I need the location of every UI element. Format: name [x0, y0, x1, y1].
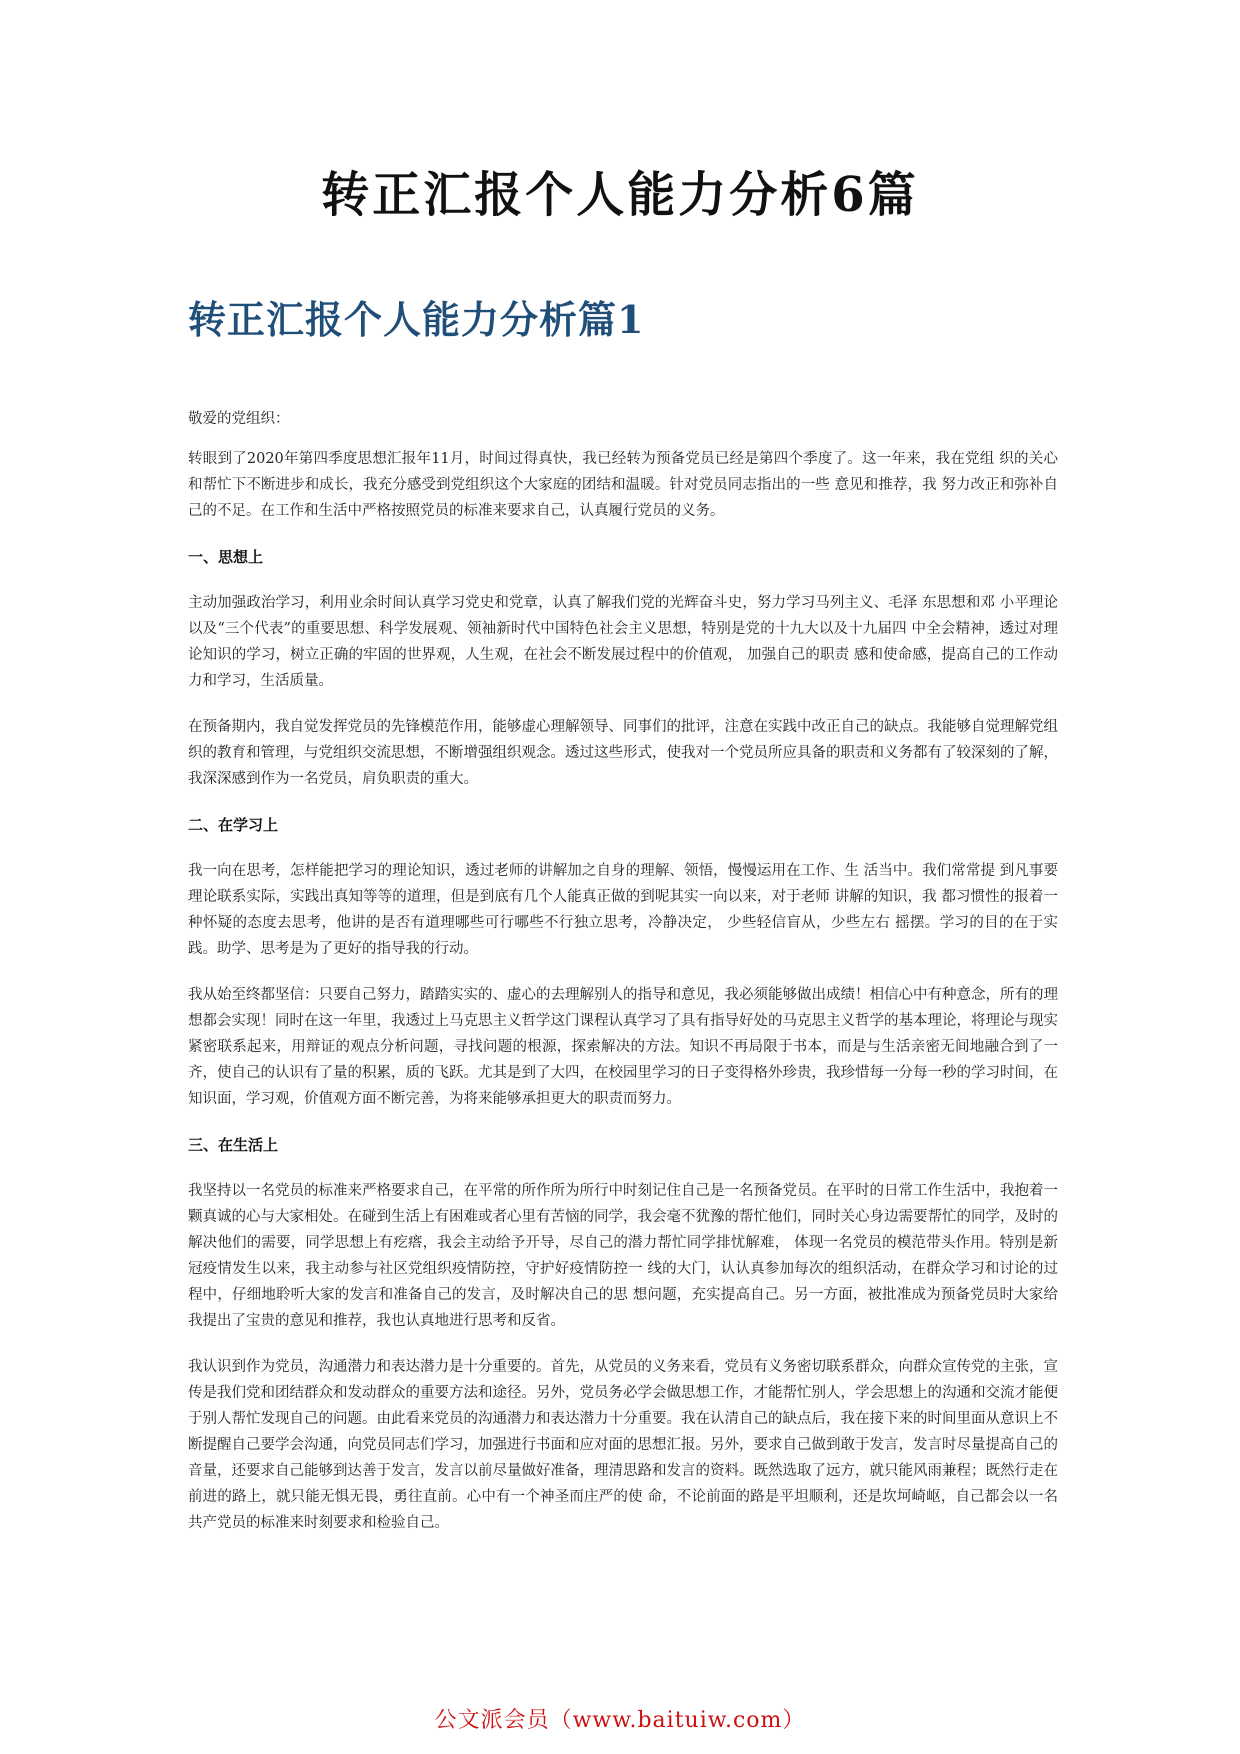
intro-paragraph: 转眼到了2020年第四季度思想汇报年11月，时间过得真快，我已经转为预备党员已经是第四个季度了。这一年来，我在党组 织的关心和帮忙下不断进步和成长，我充分感受到党组织这个大家庭的团结和温暖。针对党员同志指出的一些 意见和推荐，我 努力改正和弥补自己的不足。在工作和生活中严格按照党员的标准来要求自己，认真履行党员的义务。 [188, 451, 1058, 519]
section-study [188, 812, 1058, 1112]
footer-watermark: 公文派会员（www.baituiw.com） [434, 1708, 806, 1733]
section-ideology [188, 544, 1058, 792]
paragraph: 我从始至终都坚信：只要自己努力，踏踏实实的、虚心的去理解别人的指导和意见，我必须能够做出成绩！相信心中有种意念，所有的理想都会实现！同时在这一年里，我透过上马克思主义哲学这门课程认真学习了具有指导好处的马克思主义哲学的基本理论，将理论与现实紧密联系起来，用辩证的观点分析问题，寻找问题的根源，探索解决的方法。知识不再局限于书本，而是与生活亲密无间地融合到了一齐，使自己的认识有了量的积累，质的飞跃。尤其是到了大四，在校园里学习的日子变得格外珍贵，我珍惜每一分每一秒的学习时间，在知识面，学习观，价值观方面不断完善，为将来能够承担更大的职责而努力。 [188, 987, 1058, 1107]
sub-heading-study: 二、在学习上 [188, 816, 279, 834]
document-title: 转正汇报个人能力分析6篇 [321, 167, 919, 223]
section-life [188, 1132, 1058, 1536]
sub-heading-life: 三、在生活上 [188, 1136, 279, 1154]
section-title: 转正汇报个人能力分析篇1 [188, 297, 645, 342]
salutation: 敬爱的党组织： [188, 411, 290, 427]
paragraph: 在预备期内，我自觉发挥党员的先锋模范作用，能够虚心理解领导、同事们的批评，注意在实践中改正自己的缺点。我能够自觉理解党组织的教育和管理，与党组织交流思想，不断增强组织观念。透过这些形式，使我对一个党员所应具备的职责和义务都有了较深刻的了解，我深深感到作为一名党员，肩负职责的重大。 [188, 719, 1058, 787]
paragraph: 我一向在思考，怎样能把学习的理论知识，透过老师的讲解加之自身的理解、领悟，慢慢运用在工作、生 活当中。我们常常提 到凡事要理论联系实际，实践出真知等等的道理，但是到底有几个人能真正做的到呢其实一向以来，对于老师 讲解的知识，我 都习惯性的报着一种怀疑的态度去思考，他讲的是否有道理哪些可行哪些不行独立思考，冷静决定， 少些轻信盲从，少些左右 摇摆。学习的目的在于实践。助学、思考是为了更好的指导我的行动。 [188, 863, 1058, 957]
paragraph: 我坚持以一名党员的标准来严格要求自己，在平常的所作所为所行中时刻记住自己是一名预备党员。在平时的日常工作生活中，我抱着一颗真诚的心与大家相处。在碰到生活上有困难或者心里有苦恼的同学，我会毫不犹豫的帮忙他们，同时关心身边需要帮忙的同学，及时的解决他们的需要，同学思想上有疙瘩，我会主动给予开导，尽自己的潜力帮忙同学排忧解难， 体现一名党员的模范带头作用。特别是新冠疫情发生以来，我主动参与社区党组织疫情防控，守护好疫情防控一 线的大门，认认真参加每次的组织活动，在群众学习和讨论的过程中，仔细地聆听大家的发言和准备自己的发言，及时解决自己的思 想问题，充实提高自己。另一方面，被批准成为预备党员时大家给我提出了宝贵的意见和推荐，我也认真地进行思考和反省。 [188, 1183, 1058, 1329]
document-body [188, 406, 1058, 1556]
paragraph: 主动加强政治学习，利用业余时间认真学习党史和党章，认真了解我们党的光辉奋斗史，努力学习马列主义、毛泽 东思想和邓 小平理论以及“三个代表”的重要思想、科学发展观、领袖新时代中国特色社会主义思想，特别是党的十九大以及十九届四 中全会精神，透过对理论知识的学习，树立正确的牢固的世界观，人生观，在社会不断发展过程中的价值观， 加强自己的职责 感和使命感，提高自己的工作动力和学习，生活质量。 [188, 595, 1058, 689]
paragraph: 我认识到作为党员，沟通潜力和表达潜力是十分重要的。首先，从党员的义务来看，党员有义务密切联系群众，向群众宣传党的主张，宣传是我们党和团结群众和发动群众的重要方法和途径。另外，党员务必学会做思想工作，才能帮忙别人，学会思想上的沟通和交流才能便于别人帮忙发现自己的问题。由此看来党员的沟通潜力和表达潜力十分重要。我在认清自己的缺点后，我在接下来的时间里面从意识上不断提醒自己要学会沟通，向党员同志们学习，加强进行书面和应对面的思想汇报。另外，要求自己做到敢于发言，发言时尽量提高自己的音量，还要求自己能够到达善于发言，发言以前尽量做好准备，理清思路和发言的资料。既然选取了远方，就只能风雨兼程；既然行走在前进的路上，就只能无惧无畏，勇往直前。心中有一个神圣而庄严的使 命，不论前面的路是平坦顺利，还是坎坷崎岖，自己都会以一名共产党员的标准来时刻要求和检验自己。 [188, 1359, 1058, 1531]
sub-heading-ideology: 一、思想上 [188, 548, 264, 566]
